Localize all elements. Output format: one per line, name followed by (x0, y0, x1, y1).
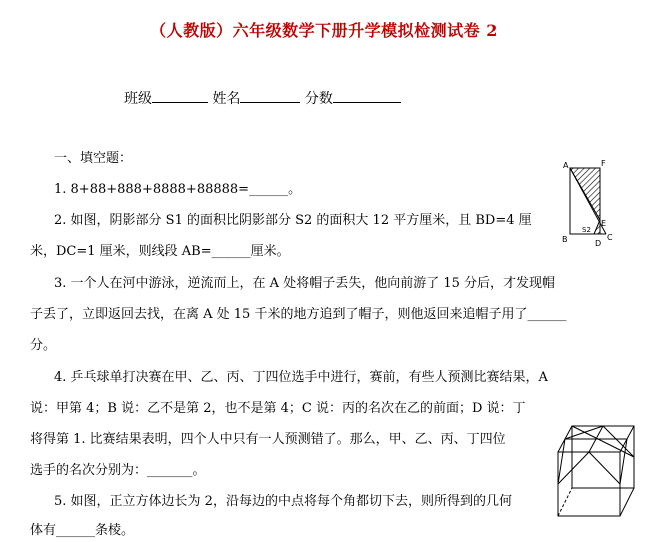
name-label: 姓名 (212, 91, 241, 107)
question-4-line-2: 说：甲第 4；B 说：乙不是第 2，也不是第 4；C 说：丙的名次在乙的前面；D 说：丁 (30, 401, 526, 416)
class-blank (152, 88, 208, 103)
question-5-line-1: 5. 如图，正立方体边长为 2，沿每边的中点将每个角都切下去，则所得到的几何 (54, 494, 512, 509)
name-blank (240, 88, 300, 103)
section-heading: 一、填空题： (54, 151, 133, 166)
question-2-figure (560, 158, 620, 248)
score-blank (333, 88, 401, 103)
cube-front-face (558, 452, 620, 516)
question-2-line-2: 米，DC=1 厘米，则线段 AB=______厘米。 (30, 244, 290, 259)
student-info-line (124, 88, 401, 108)
label-e: E (601, 219, 607, 228)
question-5-cube-figure (552, 420, 642, 522)
score-label: 分数 (304, 91, 333, 107)
label-s2: S2 (582, 226, 591, 234)
exam-title: （人教版）六年级数学下册升学模拟检测试卷 2 (150, 21, 498, 40)
question-4-line-3: 将得第 1. 比赛结果表明，四个人中只有一人预测错了。那么，甲、乙、丙、丁四位 (30, 432, 506, 447)
question-4-line-4: 选手的名次分别为：_______。 (30, 463, 206, 478)
label-f: F (601, 159, 606, 168)
class-label: 班级 (124, 91, 152, 107)
question-3-line-2: 子丢了，立即返回去找，在离 A 处 15 千米的地方追到了帽子，则他返回来追帽子用了______ (30, 307, 567, 322)
label-b: B (562, 235, 568, 244)
question-5-line-2: 体有______条棱。 (30, 523, 135, 538)
label-c: C (607, 233, 613, 242)
question-3-line-3: 分。 (30, 338, 57, 353)
label-a: A (563, 161, 569, 170)
question-3-line-1: 3. 一个人在河中游泳，逆流而上，在 A 处将帽子丢失，他向前游了 15 分后，才发现帽 (54, 276, 555, 291)
question-1-line-1: 1. 8+88+888+8888+88888=______。 (54, 182, 302, 197)
label-d: D (595, 239, 602, 248)
question-4-line-1: 4. 乒乓球单打决赛在甲、乙、丙、丁四位选手中进行，赛前，有些人预测比赛结果，A (54, 370, 548, 385)
question-2-line-1: 2. 如图，阴影部分 S1 的面积比阴影部分 S2 的面积大 12 平方厘米，且 BD=4 厘 (54, 213, 532, 228)
